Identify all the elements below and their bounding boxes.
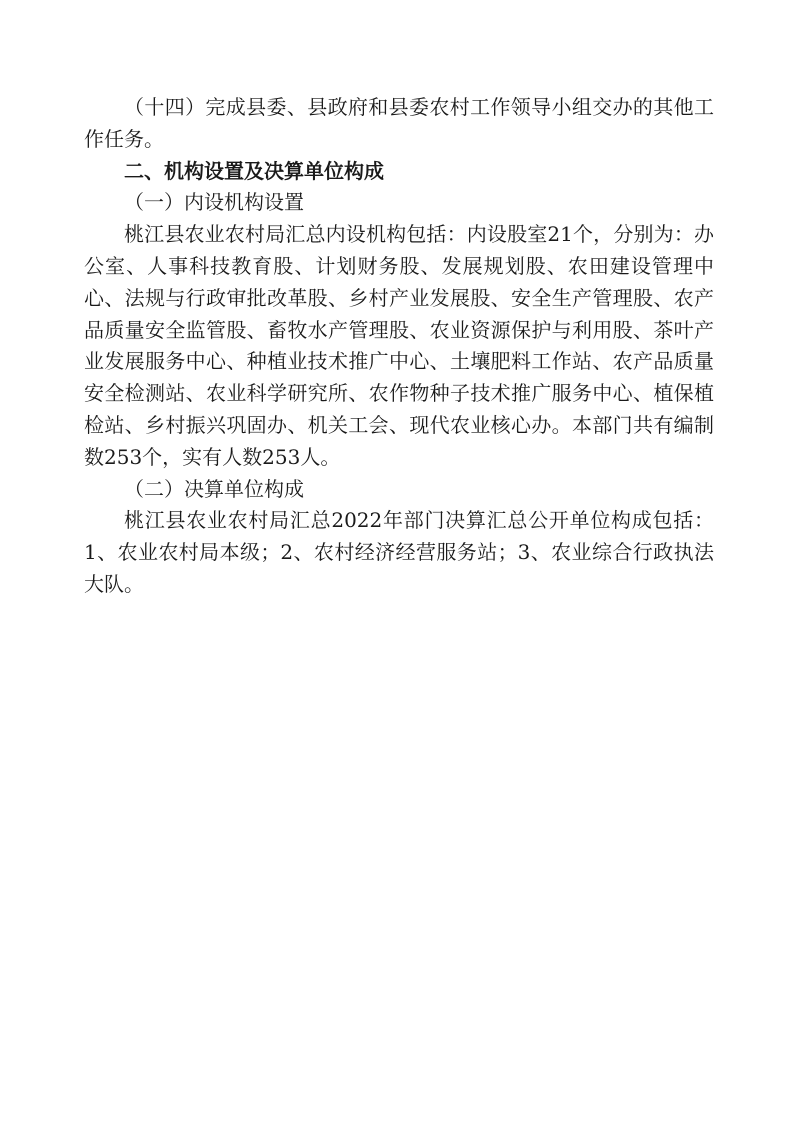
subsection-heading-budget-units: （二）决算单位构成 [124, 476, 304, 501]
section-heading-institution-setup: 二、机构设置及决算单位构成 [124, 158, 384, 183]
document-body [84, 92, 714, 601]
paragraph-budget-units: 桃江县农业农村局汇总2022年部门决算汇总公开单位构成包括：1、农业农村局本级；2、农村经济经营服务站；3、农业综合行政执法大队。 [84, 508, 714, 596]
paragraph-item-14: （十四）完成县委、县政府和县委农村工作领导小组交办的其他工作任务。 [84, 95, 714, 151]
subsection-heading-internal-departments: （一）内设机构设置 [124, 190, 304, 215]
paragraph-internal-departments: 桃江县农业农村局汇总内设机构包括：内设股室21个，分别为：办公室、人事科技教育股、计划财务股、发展规划股、农田建设管理中心、法规与行政审批改革股、乡村产业发展股、安全生产管理股、农产品质量安全监管股、畜牧水产管理股、农业资源保护与利用股、茶叶产业发展服务中心、种植业技术推广中心、土壤肥料工作站、农产品质量安全检测站、农业科学研究所、农作物种子技术推广服务中心、植保植检站、乡村振兴巩固办、机关工会、现代农业核心办。本部门共有编制数253个，实有人数253人。 [84, 222, 714, 469]
